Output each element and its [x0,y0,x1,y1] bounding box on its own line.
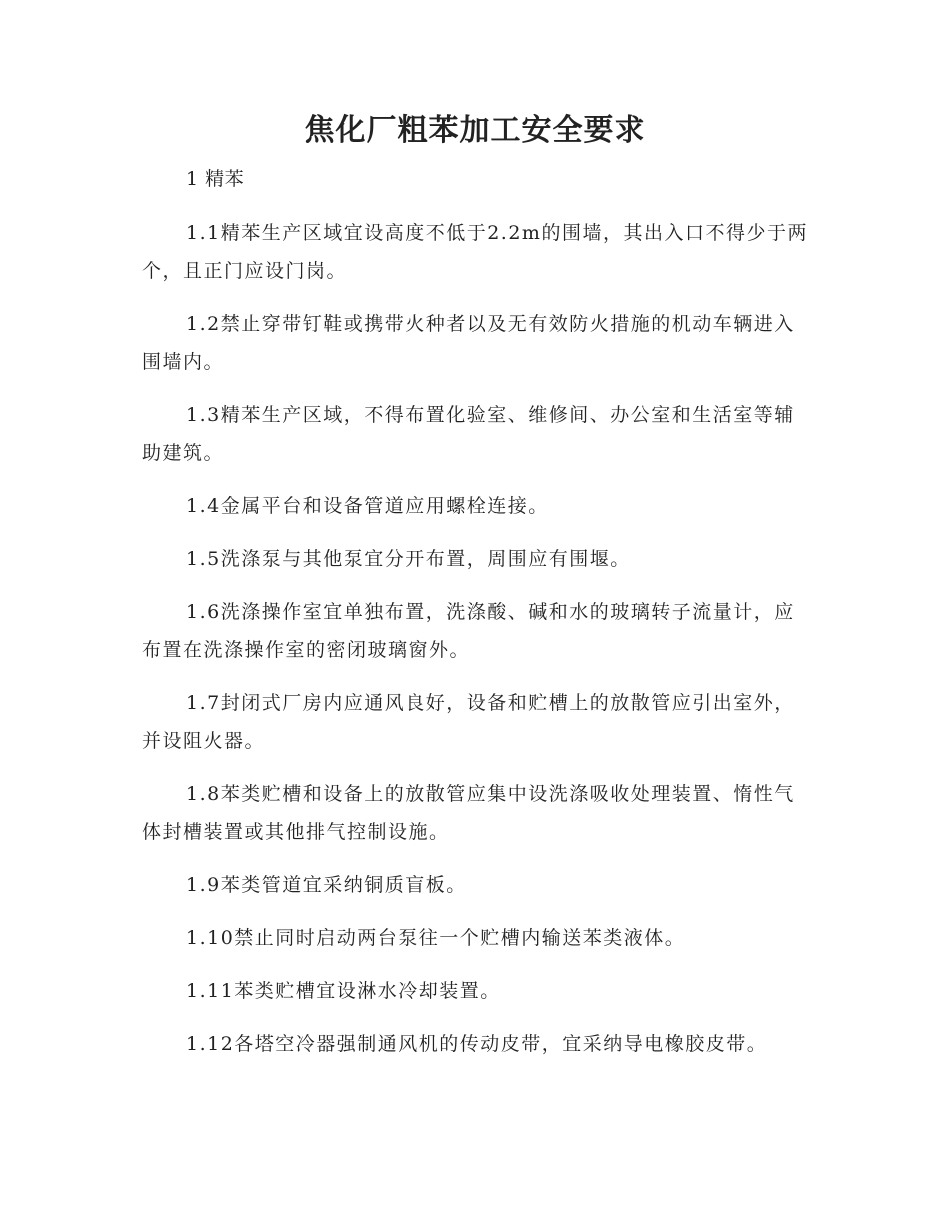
paragraph-1-4: 1.4金属平台和设备管道应用螺栓连接。 [186,495,549,517]
paragraph-1-2: 1.2禁止穿带钉鞋或携带火种者以及无有效防火措施的机动车辆进入围墙内。 [142,313,795,373]
paragraph-1-9: 1.9苯类管道宜采纳铜质盲板。 [186,874,467,896]
paragraph-1-12: 1.12各塔空冷器强制通风机的传动皮带，宜采纳导电橡胶皮带。 [186,1033,768,1055]
paragraph-1-5: 1.5洗涤泵与其他泵宜分开布置，周围应有围堰。 [186,548,631,570]
paragraph-1-1: 1.1精苯生产区域宜设高度不低于2.2m的围墙，其出入口不得少于两个，且正门应设门岗。 [142,222,808,282]
paragraph-1-3: 1.3精苯生产区域，不得布置化验室、维修间、办公室和生活室等辅助建筑。 [142,404,795,464]
paragraph-1-11: 1.11苯类贮槽宜设淋水冷却装置。 [186,980,501,1002]
document-title: 焦化厂粗苯加工安全要求 [304,113,646,148]
paragraph-1-10: 1.10禁止同时启动两台泵往一个贮槽内输送苯类液体。 [186,927,686,949]
paragraph-1-7: 1.7封闭式厂房内应通风良好，设备和贮槽上的放散管应引出室外，并设阻火器。 [142,692,795,752]
section-heading: 1 精苯 [186,168,245,190]
paragraph-1-8: 1.8苯类贮槽和设备上的放散管应集中设洗涤吸收处理装置、惰性气体封槽装置或其他排气控制设施。 [142,783,795,843]
paragraph-1-6: 1.6洗涤操作室宜单独布置，洗涤酸、碱和水的玻璃转子流量计，应布置在洗涤操作室的密闭玻璃窗外。 [142,601,795,661]
